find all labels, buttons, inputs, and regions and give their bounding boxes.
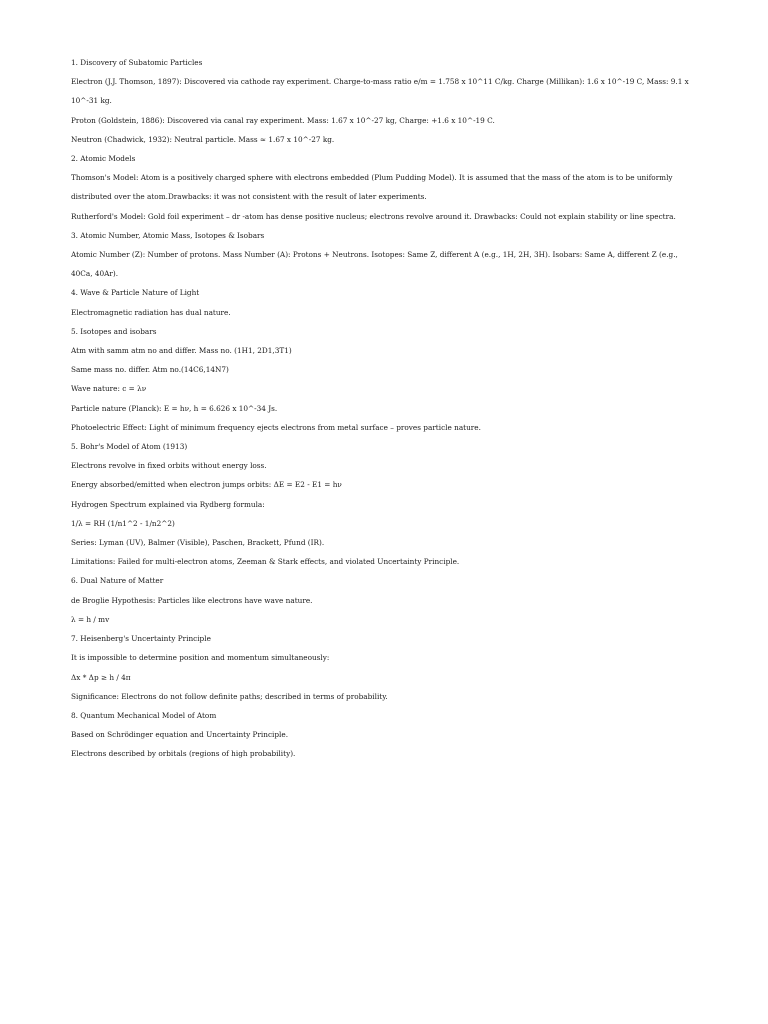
paragraph: Electrons revolve in fixed orbits without energy loss. [71, 461, 267, 471]
section-heading: 5. Bohr's Model of Atom (1913) [71, 442, 188, 452]
paragraph: It is impossible to determine position and momentum simultaneously: [71, 653, 330, 663]
document-body [71, 53, 701, 764]
paragraph: Atm with samm atm no and differ. Mass no. (1H1, 2D1,3T1) [71, 346, 292, 356]
paragraph: Energy absorbed/emitted when electron jumps orbits: ΔE = E2 - E1 = hν [71, 480, 342, 490]
paragraph: Electromagnetic radiation has dual nature. [71, 307, 231, 317]
paragraph: Particle nature (Planck): E = hν, h = 6.626 x 10^-34 Js. [71, 403, 278, 413]
section-heading: 2. Atomic Models [71, 154, 136, 164]
paragraph: Rutherford's Model: Gold foil experiment – dr -atom has dense positive nucleus; electrons revolve around it. Drawbacks: Could not explain stability or line spectra. [71, 211, 676, 221]
formula: 1/λ = RH (1/n1^2 - 1/n2^2) [71, 518, 175, 528]
section-heading: 5. Isotopes and isobars [71, 326, 157, 336]
formula: λ = h / mv [71, 614, 110, 624]
paragraph: Limitations: Failed for multi-electron atoms, Zeeman & Stark effects, and violated Uncertainty Principle. [71, 557, 460, 567]
section-heading: 4. Wave & Particle Nature of Light [71, 288, 200, 298]
paragraph: Based on Schrödinger equation and Uncertainty Principle. [71, 730, 289, 740]
paragraph: de Broglie Hypothesis: Particles like electrons have wave nature. [71, 595, 313, 605]
paragraph: Neutron (Chadwick, 1932): Neutral particle. Mass ≈ 1.67 x 10^-27 kg. [71, 134, 335, 144]
paragraph: Wave nature: c = λν [71, 384, 147, 394]
section-heading: 8. Quantum Mechanical Model of Atom [71, 710, 217, 720]
paragraph: Electron (J.J. Thomson, 1897): Discovered via cathode ray experiment. Charge-to-mass ratio e/m = 1.758 x 10^11 C/kg. Charge (Millikan): 1.6 x 10^-19 C, Mass: 9.1 x 10^-31 kg. [71, 77, 689, 106]
paragraph: Hydrogen Spectrum explained via Rydberg formula: [71, 499, 265, 509]
section-heading: 3. Atomic Number, Atomic Mass, Isotopes & Isobars [71, 230, 265, 240]
formula: Δx * Δp ≥ h / 4π [71, 672, 131, 682]
paragraph: Same mass no. differ. Atm no.(14C6,14N7) [71, 365, 229, 375]
paragraph: Atomic Number (Z): Number of protons. Mass Number (A): Protons + Neutrons. Isotopes: Same Z, different A (e.g., 1H, 2H, 3H). Isobars: Same A, different Z (e.g., 40Ca, 40Ar). [71, 250, 678, 279]
section-heading: 6. Dual Nature of Matter [71, 576, 164, 586]
paragraph: Electrons described by orbitals (regions of high probability). [71, 749, 296, 759]
paragraph: Proton (Goldstein, 1886): Discovered via canal ray experiment. Mass: 1.67 x 10^-27 kg, Charge: +1.6 x 10^-19 C. [71, 115, 495, 125]
paragraph: Photoelectric Effect: Light of minimum frequency ejects electrons from metal surface – proves particle nature. [71, 422, 481, 432]
paragraph: Thomson's Model: Atom is a positively charged sphere with electrons embedded (Plum Pudding Model). It is assumed that the mass of the atom is to be uniformly distributed over the atom.Drawbacks: it was not consistent with the result of later experiments. [71, 173, 673, 202]
paragraph: Significance: Electrons do not follow definite paths; described in terms of probability. [71, 691, 388, 701]
paragraph: Series: Lyman (UV), Balmer (Visible), Paschen, Brackett, Pfund (IR). [71, 538, 325, 548]
section-heading: 1. Discovery of Subatomic Particles [71, 58, 203, 67]
section-heading: 7. Heisenberg's Uncertainty Principle [71, 634, 211, 644]
